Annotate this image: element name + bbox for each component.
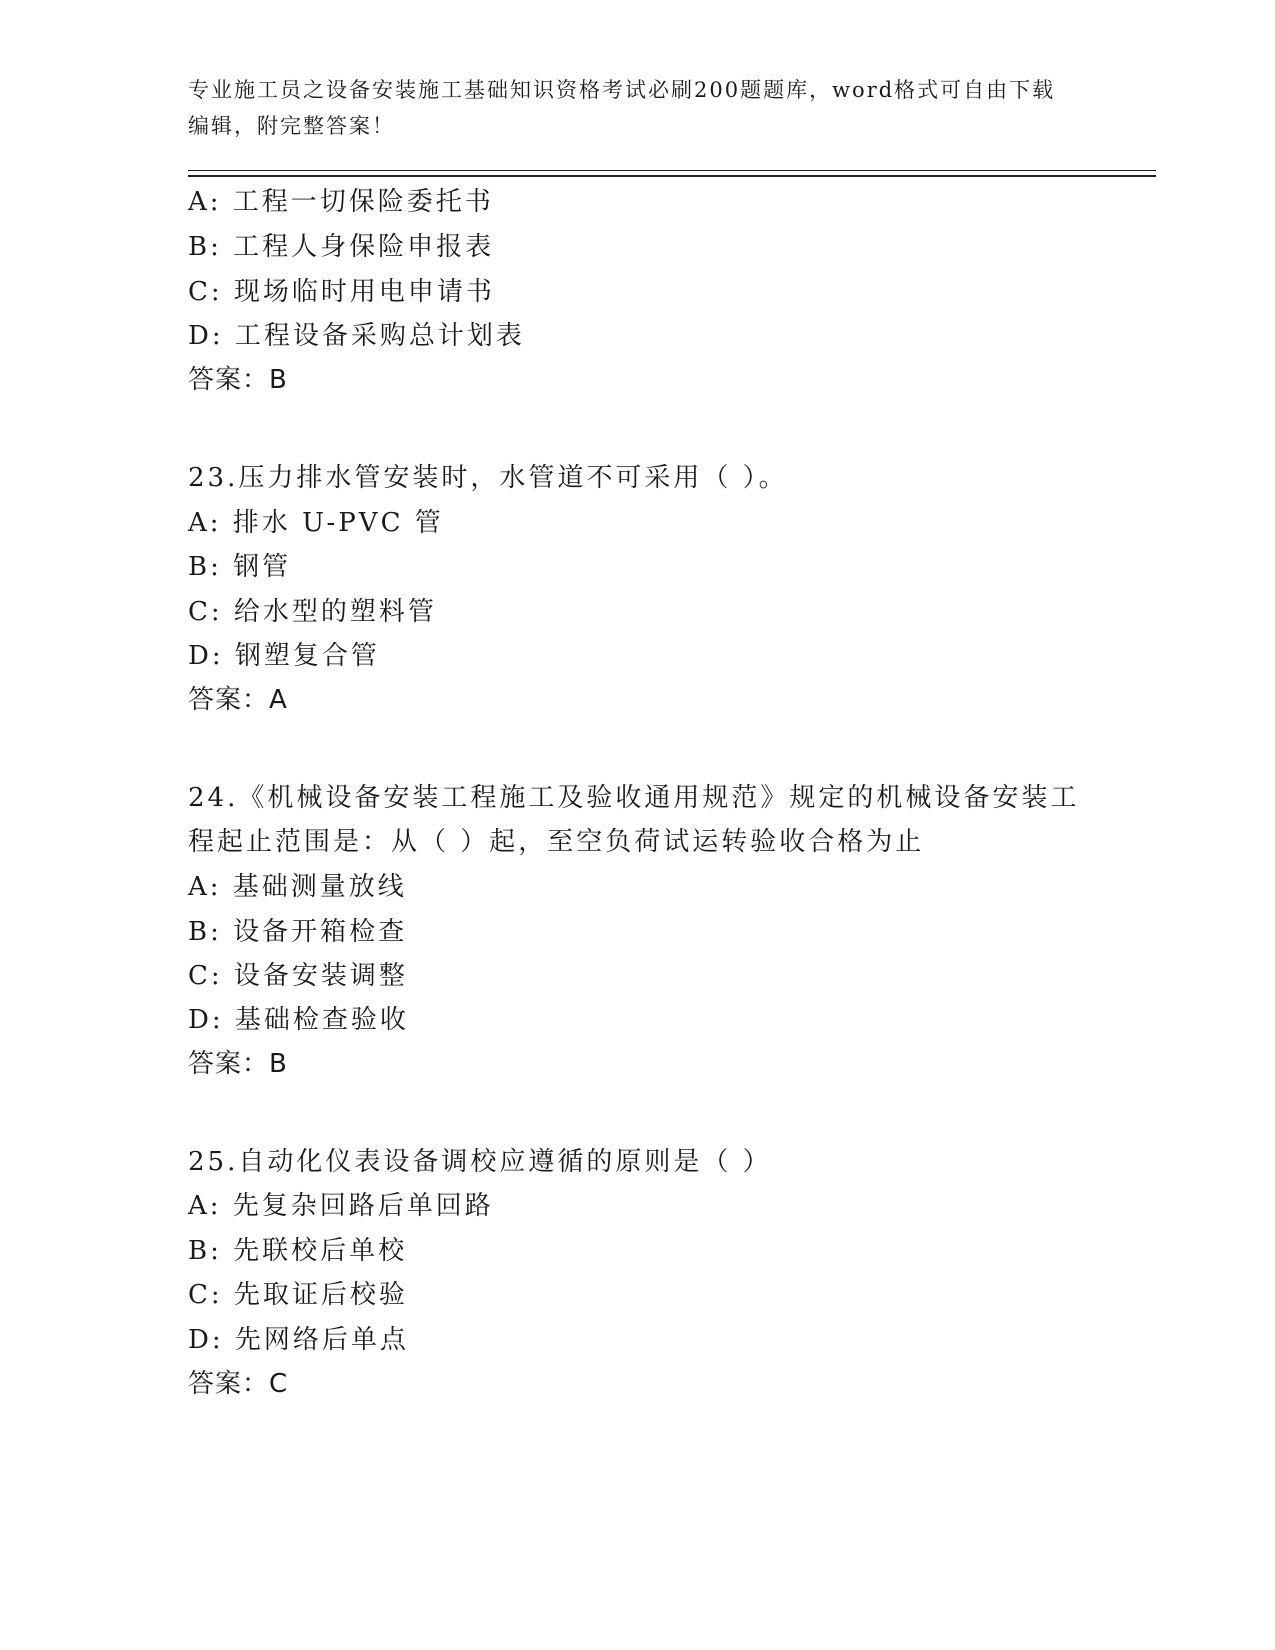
- q23-option-c: C: 给水型的塑料管: [188, 597, 437, 627]
- q24-option-d: D: 基础检查验收: [188, 1005, 409, 1035]
- q25-answer: 答案：C: [188, 1369, 289, 1399]
- q24-option-a: A: 基础测量放线: [188, 872, 407, 902]
- q25-option-a: A: 先复杂回路后单回路: [188, 1191, 494, 1221]
- q23-option-a: A: 排水 U-PVC 管: [188, 508, 444, 538]
- prev-option-b: B: 工程人身保险申报表: [188, 232, 495, 262]
- q23-answer: 答案：A: [188, 685, 288, 715]
- prev-option-c: C: 现场临时用电申请书: [188, 277, 495, 307]
- q24-stem-line1: 24.《机械设备安装工程施工及验收通用规范》规定的机械设备安装工: [188, 783, 1080, 813]
- prev-option-a: A: 工程一切保险委托书: [188, 187, 494, 217]
- q24-answer: 答案：B: [188, 1049, 288, 1079]
- header-divider-thick: [188, 175, 1156, 177]
- q23-option-d: D: 钢塑复合管: [188, 641, 380, 671]
- prev-answer: 答案：B: [188, 365, 288, 395]
- header-divider-thin: [188, 170, 1156, 171]
- q24-option-b: B: 设备开箱检查: [188, 917, 408, 947]
- prev-option-d: D: 工程设备采购总计划表: [188, 321, 525, 351]
- q25-option-d: D: 先网络后单点: [188, 1325, 409, 1355]
- q24-option-c: C: 设备安装调整: [188, 961, 408, 991]
- q25-stem: 25.自动化仪表设备调校应遵循的原则是（ ）: [188, 1147, 772, 1177]
- q24-stem-line2: 程起止范围是：从（ ）起，至空负荷试运转验收合格为止: [188, 827, 925, 857]
- q25-option-b: B: 先联校后单校: [188, 1236, 408, 1266]
- q23-stem: 23.压力排水管安装时，水管道不可采用（ ）。: [188, 463, 788, 493]
- q23-option-b: B: 钢管: [188, 552, 292, 582]
- document-header: 专业施工员之设备安装施工基础知识资格考试必刷200题题库，word格式可自由下载编辑，附完整答案！: [188, 78, 1056, 138]
- q25-option-c: C: 先取证后校验: [188, 1280, 408, 1310]
